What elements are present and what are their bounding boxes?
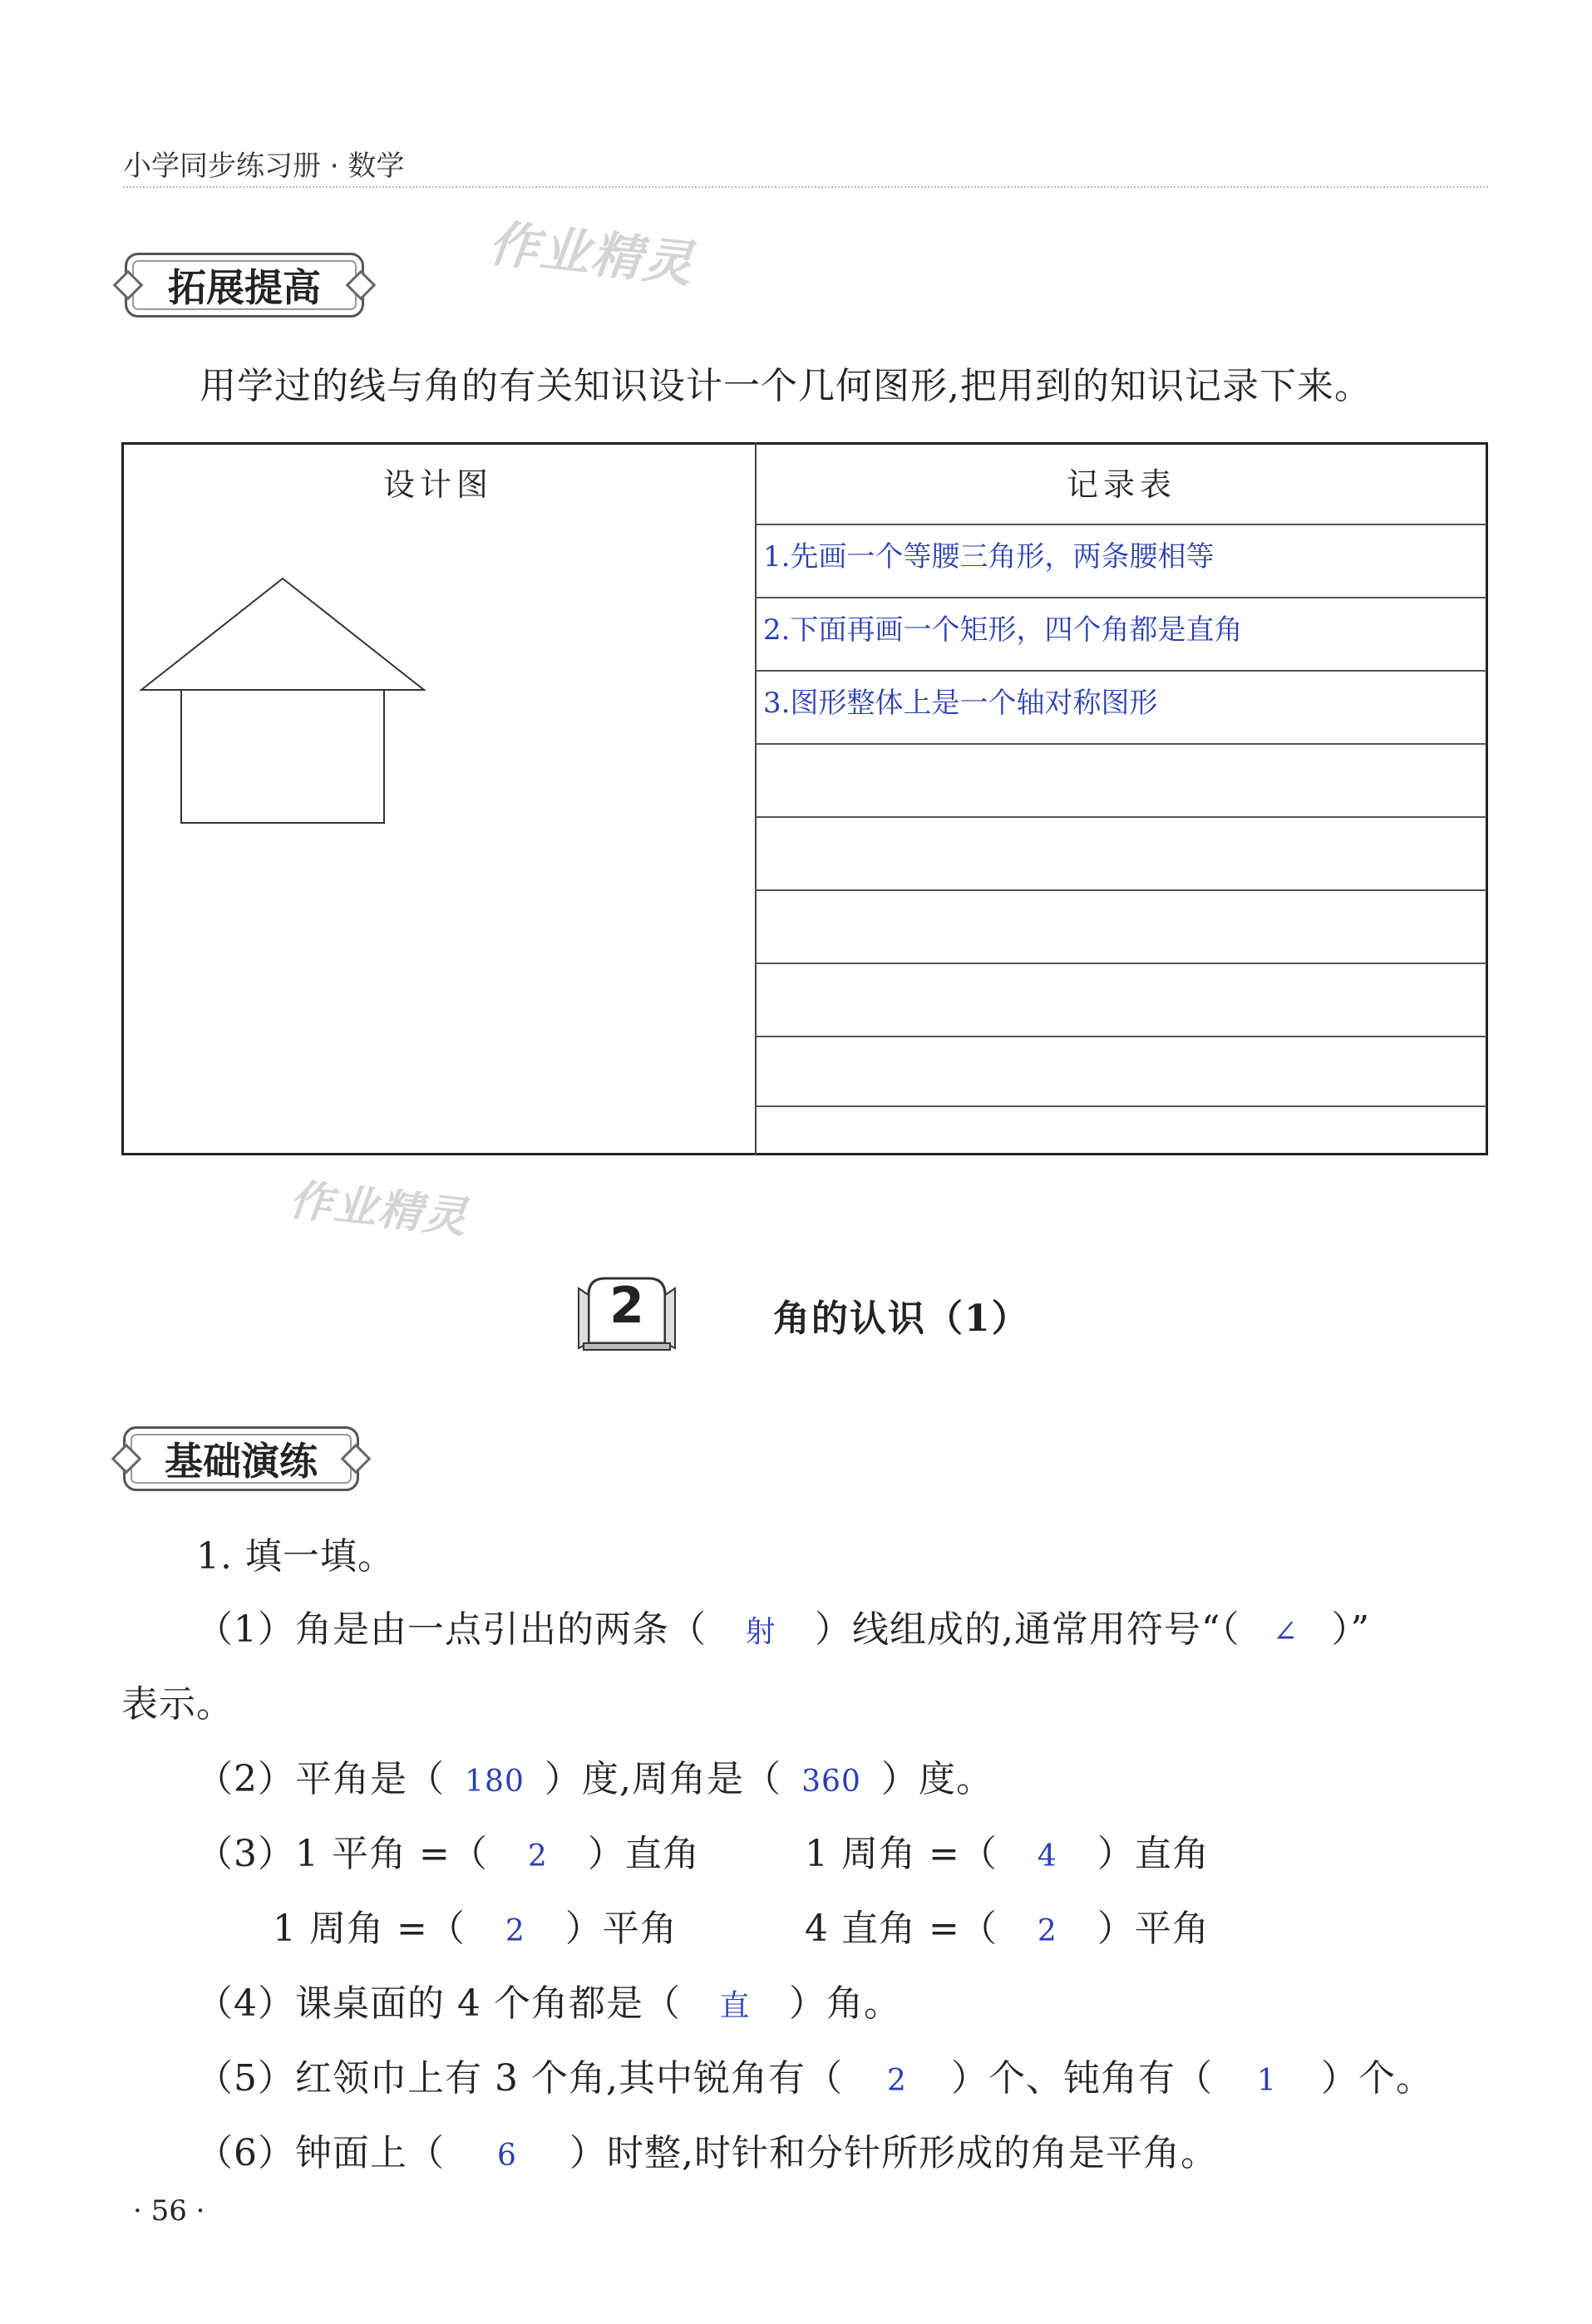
record-row-line (757, 597, 1486, 598)
question-line-6 (196, 2123, 1218, 2176)
answer-3a: 2 (527, 1839, 548, 1873)
record-row-line (757, 743, 1486, 745)
rectangle (181, 690, 384, 823)
answer-obtuse-count: 1 (1257, 2064, 1277, 2098)
record-row-line (757, 816, 1486, 818)
question-text: （1）角是由一点引出的两条（ (196, 1608, 707, 1651)
question-text: （6）钟面上（ (196, 2132, 445, 2174)
question-line-5 (196, 2048, 1433, 2101)
question-text: ）时整,时针和分针所形成的角是平角。 (569, 2132, 1218, 2174)
question-text: 1 周角 =（ (273, 1908, 466, 1950)
answer-6: 6 (497, 2139, 517, 2173)
record-row-line (757, 1105, 1486, 1107)
record-row-line (757, 1036, 1486, 1037)
question-text: ）度。 (881, 1758, 993, 1800)
house-design-drawing (133, 557, 449, 839)
chapter-number: 2 (609, 1277, 644, 1335)
question-text: ）平角 (1097, 1908, 1210, 1950)
isosceles-triangle (141, 579, 424, 690)
watermark-middle: 作业精灵 (286, 1174, 471, 1244)
question-text: （4）课桌面的 4 个角都是（ (196, 1982, 681, 2025)
badge-ornament-left (111, 1444, 142, 1475)
record-row-line (757, 670, 1486, 672)
book-title: 小学同步练习册 · 数学 (123, 150, 405, 183)
question-text: ）个、钝角有（ (950, 2057, 1213, 2100)
answer-straight-angle: 180 (465, 1765, 525, 1799)
section-badge-extension (125, 253, 364, 318)
answer-3d: 2 (1037, 1914, 1057, 1948)
question-text: ）角。 (788, 1982, 901, 2025)
question-text: ）度,周角是（ (545, 1758, 781, 1800)
extension-instruction: 用学过的线与角的有关知识设计一个几何图形,把用到的知识记录下来。 (200, 365, 1372, 407)
question-title: 1. 填一填。 (196, 1535, 395, 1578)
header-divider (123, 186, 1488, 188)
answer-ray: 射 (745, 1615, 776, 1649)
question-text: （2）平角是（ (196, 1758, 445, 1800)
question-text: 4 直角 =（ (805, 1908, 998, 1950)
badge-ornament-right (341, 1444, 372, 1475)
question-text: ）直角 (1097, 1833, 1210, 1875)
answer-angle-symbol: ∠ (1272, 1615, 1299, 1649)
record-entry: 1.先画一个等腰三角形，两条腰相等 (763, 540, 1215, 574)
question-line-3c (273, 1898, 678, 1952)
badge-ornament-right (346, 270, 377, 301)
section-badge-basics (123, 1426, 359, 1491)
question-line-3a (196, 1824, 700, 1877)
answer-3b: 4 (1037, 1839, 1057, 1873)
design-column-header: 设计图 (382, 466, 493, 503)
question-line-1 (196, 1599, 1370, 1652)
question-text: 1 周角 =（ (805, 1833, 998, 1875)
question-line-3b (805, 1824, 1210, 1877)
record-column-header: 记录表 (1066, 466, 1176, 503)
table-column-divider (755, 442, 757, 1155)
question-line-3d (805, 1898, 1210, 1952)
answer-4: 直 (719, 1989, 751, 2023)
question-line-2 (196, 1749, 993, 1802)
page-number: · 56 · (133, 2194, 205, 2228)
record-row-line (757, 889, 1486, 891)
record-entry: 3.图形整体上是一个轴对称图形 (763, 687, 1158, 720)
question-line-4 (196, 1973, 901, 2026)
section-badge-label: 拓展提高 (168, 265, 321, 310)
question-text: ）线组成的,通常用符号“（ (815, 1608, 1240, 1651)
question-text: ）直角 (587, 1833, 700, 1875)
record-row-line (757, 963, 1486, 964)
record-entry: 2.下面再画一个矩形，四个角都是直角 (763, 613, 1243, 647)
answer-acute-count: 2 (887, 2064, 907, 2098)
question-text: ）” (1331, 1608, 1370, 1651)
answer-3c: 2 (505, 1914, 525, 1948)
question-text: （5）红领巾上有 3 个角,其中锐角有（ (196, 2057, 843, 2100)
record-row-line (757, 524, 1486, 525)
question-line-1-cont: 表示。 (121, 1683, 234, 1726)
question-text: （3）1 平角 =（ (196, 1833, 488, 1875)
watermark-top: 作业精灵 (485, 214, 697, 294)
question-text: ）个。 (1320, 2057, 1433, 2100)
answer-full-angle: 360 (801, 1765, 861, 1799)
badge-ornament-left (113, 270, 144, 301)
question-text: ）平角 (564, 1908, 678, 1950)
chapter-title: 角的认识（1） (773, 1297, 1030, 1340)
section-badge-label: 基础演练 (165, 1439, 318, 1484)
